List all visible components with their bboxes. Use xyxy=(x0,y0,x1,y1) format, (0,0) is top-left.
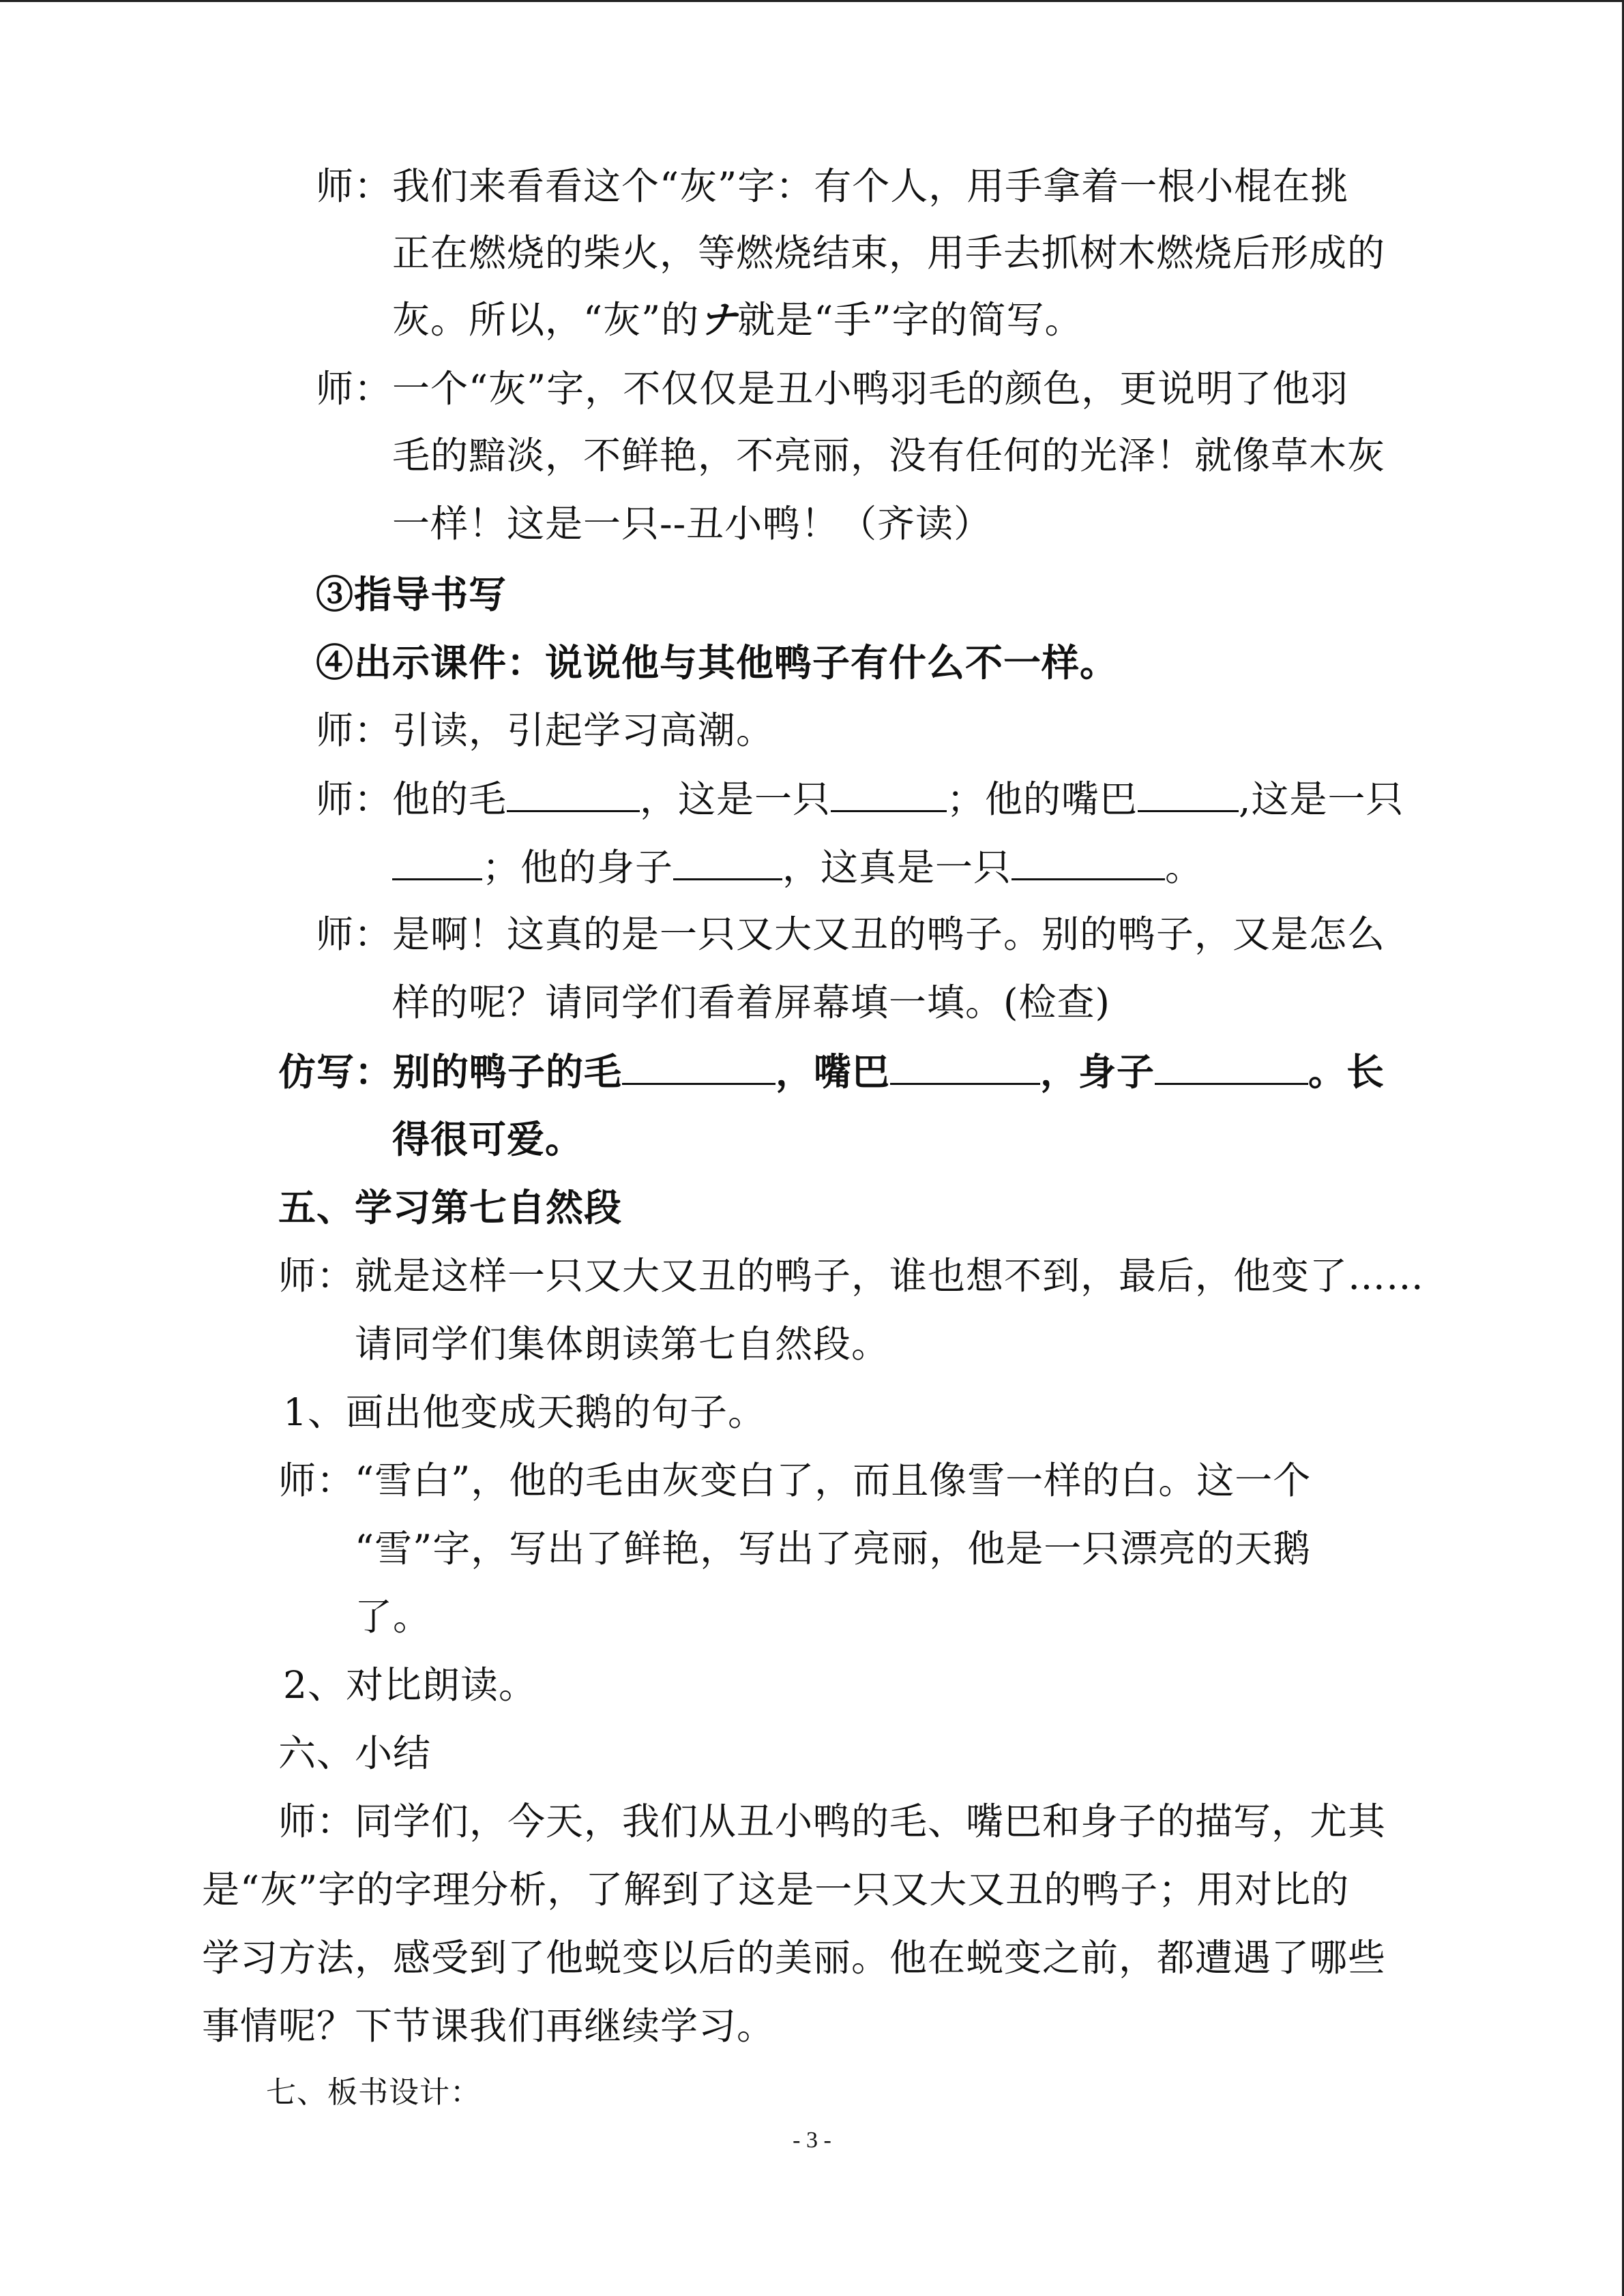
text-span: 。 xyxy=(1165,846,1204,889)
text-span: 。长 xyxy=(1308,1049,1385,1094)
paragraph-line: 一样！这是一只--丑小鸭！（齐读） xyxy=(392,502,992,546)
paragraph-line: 学习方法，感受到了他蜕变以后的美丽。他在蜕变之前，都遭遇了哪些 xyxy=(202,1936,1387,1980)
paragraph-line: 正在燃烧的柴火，等燃烧结束，用手去抓树木燃烧后形成的 xyxy=(392,231,1386,275)
section-heading: ④出示课件：说说他与其他鸭子有什么不一样。 xyxy=(316,640,1119,685)
text-span: ，这真是一只 xyxy=(782,846,1012,889)
blank-underline xyxy=(831,775,947,812)
text-span: ；他的嘴巴 xyxy=(947,777,1138,821)
blank-underline xyxy=(392,843,482,880)
blank-underline xyxy=(507,775,640,812)
text-span: ；他的身子 xyxy=(482,846,674,889)
paragraph-line: 师：我们来看看这个“灰”字：有个人，用手拿着一根小棍在挑 xyxy=(316,164,1349,208)
blank-underline xyxy=(622,1047,776,1085)
paragraph-line: 2、对比朗读。 xyxy=(283,1663,537,1707)
paragraph-line: 师：是啊！这真的是一只又大又丑的鸭子。别的鸭子，又是怎么 xyxy=(316,912,1386,956)
radical-glyph: ナ xyxy=(699,298,738,342)
page-top-border xyxy=(0,0,1624,2)
section-heading: 六、小结 xyxy=(278,1731,432,1775)
paragraph-line: 得很可爱。 xyxy=(392,1117,584,1161)
fill-in-line xyxy=(392,843,1203,891)
fill-in-line xyxy=(316,775,1404,823)
text-span: 仿写：别的鸭子的毛 xyxy=(278,1049,623,1094)
paragraph-line: 师：一个“灰”字，不仅仅是丑小鸭羽毛的颜色，更说明了他羽 xyxy=(316,367,1349,411)
text-span: ,这是一只 xyxy=(1239,777,1404,821)
paragraph-line: 师：就是这样一只又大又丑的鸭子，谁也想不到，最后，他变了…… xyxy=(278,1254,1425,1298)
text-span: 就是“手”字的简写。 xyxy=(737,298,1083,342)
text-span: ，这是一只 xyxy=(640,777,831,821)
paragraph-line: 事情呢？下节课我们再继续学习。 xyxy=(202,2004,776,2048)
paragraph-line: “雪”字，写出了鲜艳，写出了亮丽，他是一只漂亮的天鹅 xyxy=(355,1527,1312,1570)
section-heading: ③指导书写 xyxy=(316,572,507,616)
fill-in-line xyxy=(278,1047,1385,1096)
text-span: 师：他的毛 xyxy=(316,777,507,821)
paragraph-line: 师：引读，引起学习高潮。 xyxy=(316,709,775,752)
blank-underline xyxy=(1012,843,1165,880)
blank-underline xyxy=(890,1047,1040,1085)
section-heading: 五、学习第七自然段 xyxy=(278,1185,623,1229)
paragraph-line: 毛的黯淡，不鲜艳，不亮丽，没有任何的光泽！就像草木灰 xyxy=(392,434,1386,477)
paragraph-line: 1、画出他变成天鹅的句子。 xyxy=(283,1390,766,1434)
blank-underline xyxy=(1138,775,1239,812)
section-heading: 七、板书设计： xyxy=(266,2075,481,2110)
blank-underline xyxy=(1155,1047,1308,1085)
paragraph-line: 师：同学们，今天，我们从丑小鸭的毛、嘴巴和身子的描写，尤其 xyxy=(278,1800,1387,1843)
paragraph-line xyxy=(392,296,1083,344)
text-span: 灰。所以，“灰”的 xyxy=(392,298,700,342)
paragraph-line: 样的呢？请同学们看着屏幕填一填。(检查) xyxy=(392,981,1110,1024)
paragraph-line: 了。 xyxy=(355,1595,432,1639)
paragraph-line: 师：“雪白”，他的毛由灰变白了，而且像雪一样的白。这一个 xyxy=(278,1459,1312,1502)
text-span: ，嘴巴 xyxy=(776,1049,891,1094)
page-number: - 3 - xyxy=(793,2128,831,2153)
paragraph-line: 请同学们集体朗读第七自然段。 xyxy=(355,1322,890,1366)
text-span: ，身子 xyxy=(1040,1049,1155,1094)
paragraph-line: 是“灰”字的字理分析，了解到了这是一只又大又丑的鸭子；用对比的 xyxy=(202,1868,1350,1911)
blank-underline xyxy=(673,843,782,880)
